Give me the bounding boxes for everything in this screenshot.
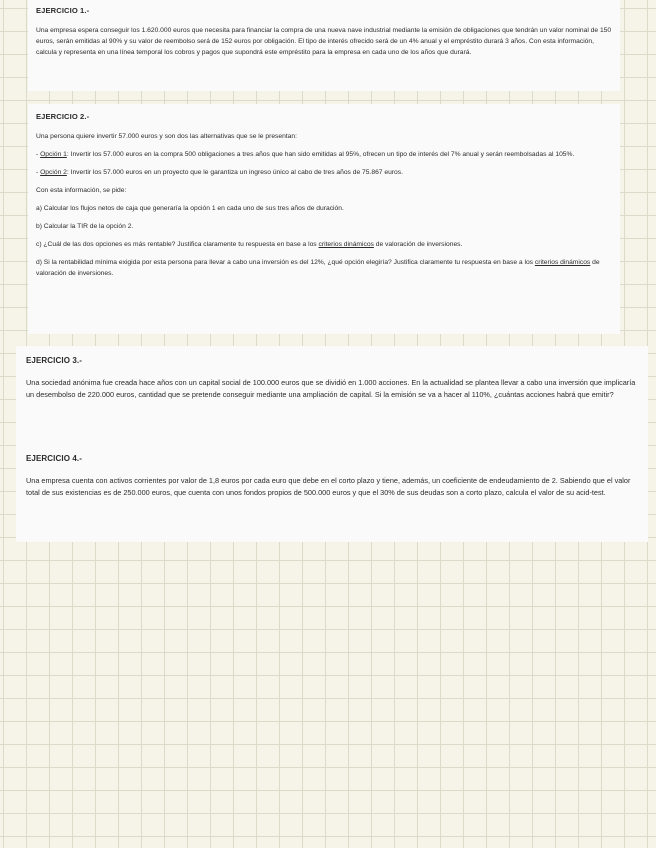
option-2-label: Opción 2	[40, 169, 67, 176]
exercise-4-statement: Una empresa cuenta con activos corrientes por valor de 1,8 euros por cada euro que debe en el corto plazo y tiene, además, un coeficiente de endeudamiento de 2. Sabiendo que el valor total de sus existencias es de 250.000 euros, que cuenta con unos fondos propios de 500.000 euros y que el 30% de sus deudas son a corto plazo, calcula el valor de su acid-test.	[26, 476, 631, 497]
exercise-4-title: EJERCICIO 4.-	[26, 454, 82, 463]
exercise-2-card	[28, 104, 620, 334]
exercise-1-title: EJERCICIO 1.-	[36, 6, 90, 15]
exercise-2-question-b: b) Calcular la TIR de la opción 2.	[36, 223, 134, 230]
exercise-4-card	[16, 446, 648, 542]
option-1-dash: -	[36, 151, 41, 158]
question-c-link: criterios dinámicos	[318, 241, 374, 248]
exercise-2-intro: Una persona quiere invertir 57.000 euros y son dos las alternativas que se le presentan:	[36, 133, 297, 140]
exercise-2-option-2	[36, 167, 612, 178]
question-c-text: c) ¿Cuál de las dos opciones es más rentable? Justifica claramente tu respuesta en base a los	[36, 241, 319, 248]
option-1-label: Opción 1	[40, 151, 67, 158]
exercise-2-question-c	[36, 239, 612, 250]
exercise-2-question-d	[36, 257, 612, 279]
exercise-2-title: EJERCICIO 2.-	[36, 112, 90, 121]
exercise-2-question-a: a) Calcular los flujos netos de caja que generaría la opción 1 en cada uno de sus tres años de duración.	[36, 205, 344, 212]
exercise-3-card	[16, 346, 648, 446]
option-1-text: : Invertir los 57.000 euros en la compra 500 obligaciones a tres años que han sido emitidas al 95%, ofrecen un tipo de interés del 7% anual y serán reembolsadas al 105%.	[66, 151, 575, 158]
exercise-3-statement: Una sociedad anónima fue creada hace años con un capital social de 100.000 euros que se dividió en 1.000 acciones. En la actualidad se plantea llevar a cabo una inversión que implicaría un desembolso de 220.000 euros, cantidad que se pretende conseguir mediante una ampliación de capital. Si la emisión se va a hacer al 110%, ¿cuántas acciones habrá que emitir?	[26, 378, 636, 399]
exercise-3-title: EJERCICIO 3.-	[26, 356, 82, 365]
question-d-link: criterios dinámicos	[534, 259, 591, 266]
exercise-2-option-1	[36, 149, 612, 160]
question-d-end: de valoración de inversiones.	[36, 259, 600, 277]
exercise-2-ask: Con esta información, se pide:	[36, 187, 127, 194]
question-d-text: d) Si la rentabilidad mínima exigida por esta persona para llevar a cabo una inversión es del 12%, ¿qué opción elegiría? Justifica claramente tu respuesta en base a los	[36, 259, 535, 266]
question-c-end: de valoración de inversiones.	[373, 241, 463, 248]
exercise-1-card	[28, 0, 620, 91]
exercise-1-statement: Una empresa espera conseguir los 1.620.000 euros que necesita para financiar la compra de una nueva nave industrial mediante la emisión de obligaciones que tendrán un valor nominal de 150 euros, serán emitidas al 90% y su valor de reembolso será de 152 euros por obligación. El tipo de interés ofrecido será de un 4% anual y el empréstito durará 3 años. Con esta información, calcula y representa en una línea temporal los cobros y pagos que supondrá este empréstito para la empresa en cada uno de los años que durará.	[36, 27, 612, 56]
option-2-text: : Invertir los 57.000 euros en un proyecto que le garantiza un ingreso único al cabo de tres años de 75.867 euros.	[66, 169, 403, 176]
option-2-dash: -	[36, 169, 41, 176]
